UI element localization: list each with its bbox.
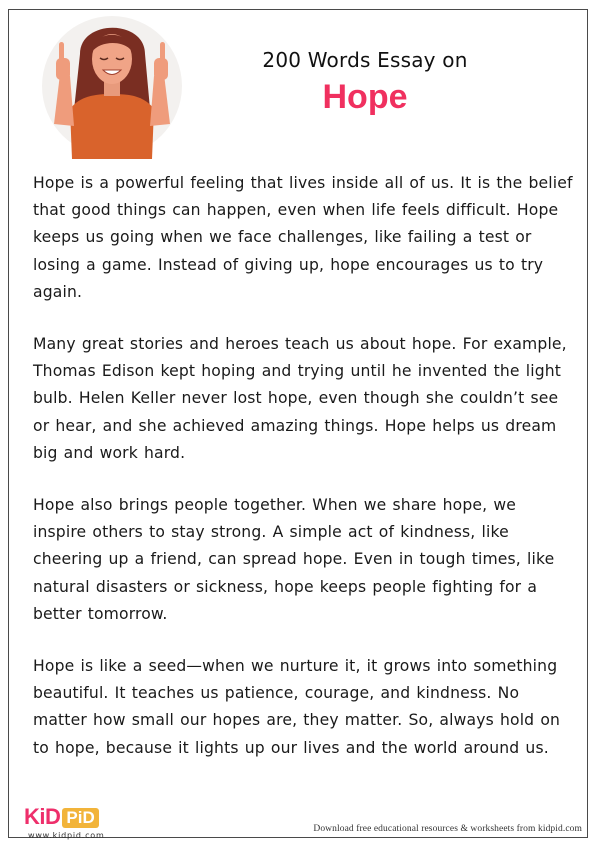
logo-kid-text: KiD: [24, 804, 61, 829]
footer-download-note: Download free educational resources & worksheets from kidpid.com: [313, 824, 582, 834]
essay-paragraph-2: Many great stories and heroes teach us about hope. For example, Thomas Edison kept hoping and trying until he invented the light bulb. Helen Keller never lost hope, even though she couldn’t see or hear, and she achieved amazing things. Hope helps us dream big and work hard.: [33, 335, 567, 462]
essay-title: Hope: [322, 78, 408, 116]
logo-mark: [24, 806, 105, 828]
kidpid-logo: [24, 806, 105, 840]
essay-subtitle: 200 Words Essay on: [262, 48, 468, 72]
girl-crossing-fingers-illustration: [40, 14, 185, 159]
title-block: [210, 48, 520, 117]
logo-pid-text: PiD: [62, 808, 98, 828]
essay-paragraph-3: Hope also brings people together. When we share hope, we inspire others to stay strong. A simple act of kindness, like cheering up a friend, can spread hope. Even in tough times, like natural disasters or sickness, hope keeps people fighting for a better tomorrow.: [33, 496, 555, 623]
essay-paragraph-4: Hope is like a seed—when we nurture it, it grows into something beautiful. It teaches us patience, courage, and kindness. No matter how small our hopes are, they matter. So, always hold on to hope, because it lights up our lives and the world around us.: [33, 657, 561, 757]
essay-paragraph-1: Hope is a powerful feeling that lives inside all of us. It is the belief that good things can happen, even when life feels difficult. Hope keeps us going when we face challenges, like failing a test or losing a game. Instead of giving up, hope encourages us to try again.: [33, 174, 573, 301]
essay-body: [33, 170, 573, 787]
logo-url[interactable]: www.kidpid.com: [28, 831, 105, 840]
